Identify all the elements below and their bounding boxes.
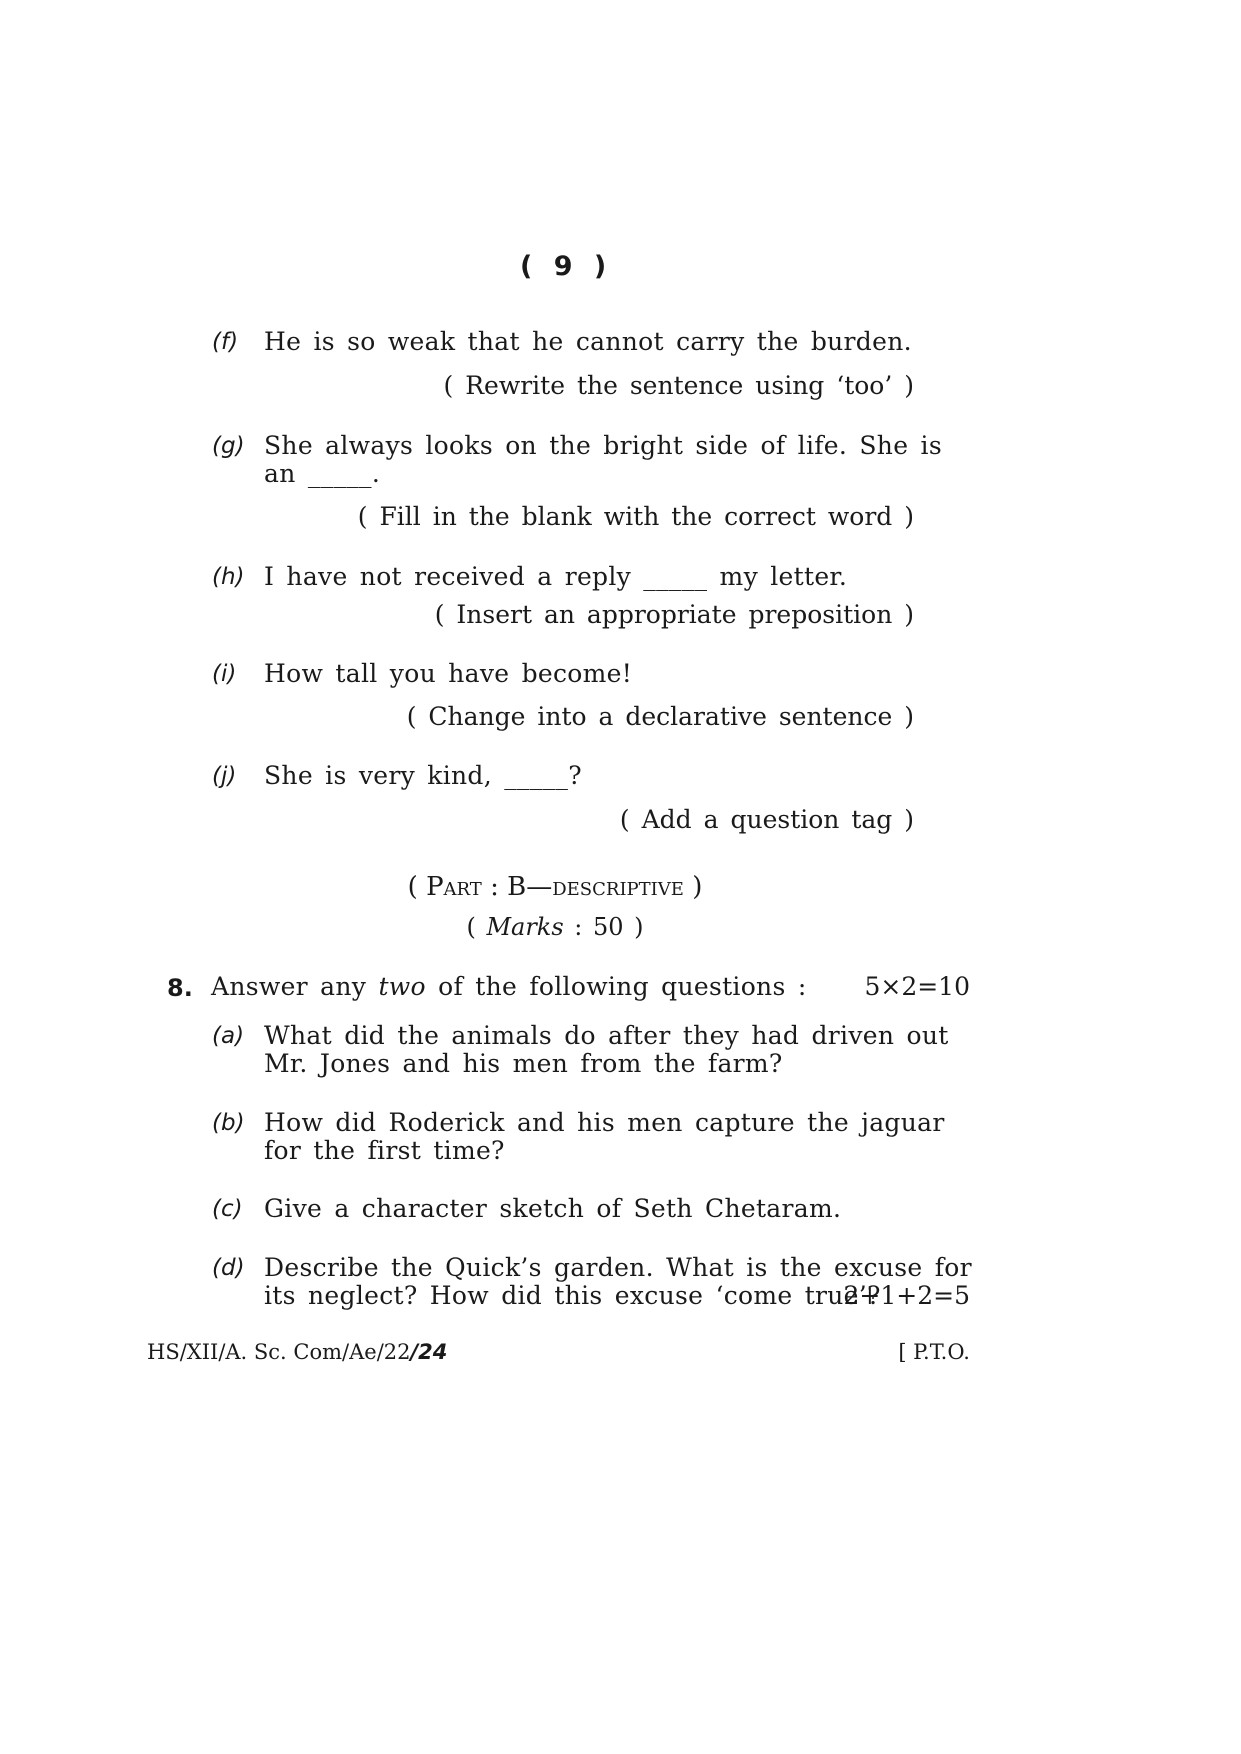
part-b-heading: [0, 872, 1110, 902]
sub-d-marks: 2+1+2=5: [843, 1281, 970, 1310]
part-b-word-descriptive: descriptive: [552, 872, 684, 902]
item-text-f: He is so weak that he cannot carry the burden.: [264, 327, 912, 356]
part-b-colon: : B—: [481, 872, 553, 902]
footer-code-main: HS/XII/A. Sc. Com/Ae/22: [147, 1340, 411, 1364]
part-b-marks-open: (: [466, 913, 487, 941]
footer-code-page: /24: [410, 1340, 448, 1364]
question-8-marks: 5×2=10: [864, 972, 970, 1001]
item-text-i: How tall you have become!: [264, 659, 633, 688]
question-8-text: [211, 972, 807, 1001]
sub-text-b-line1: How did Roderick and his men capture the jaguar: [264, 1108, 945, 1137]
item-text-g-line2: an _____.: [264, 459, 381, 488]
sub-label-d: (d): [212, 1255, 245, 1281]
item-instruction-i: ( Change into a declarative sentence ): [406, 702, 914, 731]
item-label-i: (i): [212, 661, 237, 687]
item-text-h: I have not received a reply _____ my letter.: [264, 562, 848, 591]
item-label-f: (f): [212, 329, 239, 355]
part-b-marks: [0, 913, 1110, 941]
part-b-open: (: [407, 872, 427, 902]
part-b-close: ): [683, 872, 703, 902]
item-label-j: (j): [212, 763, 237, 789]
sub-text-a-line1: What did the animals do after they had driven out: [264, 1021, 949, 1050]
question-8-text-before: Answer any: [211, 972, 379, 1001]
sub-text-a-line2: Mr. Jones and his men from the farm?: [264, 1049, 783, 1078]
sub-label-c: (c): [212, 1196, 243, 1222]
item-label-g: (g): [212, 433, 245, 459]
page-number: ( 9 ): [520, 251, 613, 282]
sub-label-b: (b): [212, 1110, 245, 1136]
sub-text-c: Give a character sketch of Seth Chetaram.: [264, 1194, 842, 1223]
part-b-word-part: Part: [426, 872, 482, 902]
sub-label-a: (a): [212, 1023, 245, 1049]
question-8-number: 8.: [167, 974, 193, 1002]
item-instruction-h: ( Insert an appropriate preposition ): [434, 600, 914, 629]
sub-text-d-line1: Describe the Quick’s garden. What is the excuse for: [264, 1253, 972, 1282]
question-8-text-emphasis: two: [378, 972, 426, 1001]
part-b-marks-value: : 50 ): [563, 913, 644, 941]
item-text-g-line1: She always looks on the bright side of life. She is: [264, 431, 942, 460]
item-label-h: (h): [212, 564, 245, 590]
footer-pto: [ P.T.O.: [898, 1340, 970, 1364]
item-instruction-j: ( Add a question tag ): [619, 805, 914, 834]
part-b-marks-word: Marks: [486, 913, 564, 941]
question-8-text-after: of the following questions :: [425, 972, 807, 1001]
sub-text-d-line2: its neglect? How did this excuse ‘come true’?: [264, 1281, 881, 1310]
item-instruction-g: ( Fill in the blank with the correct word ): [357, 502, 914, 531]
footer-code: [147, 1340, 447, 1364]
item-instruction-f: ( Rewrite the sentence using ‘too’ ): [443, 371, 914, 400]
sub-text-b-line2: for the first time?: [264, 1136, 505, 1165]
item-text-j: She is very kind, _____?: [264, 761, 582, 790]
